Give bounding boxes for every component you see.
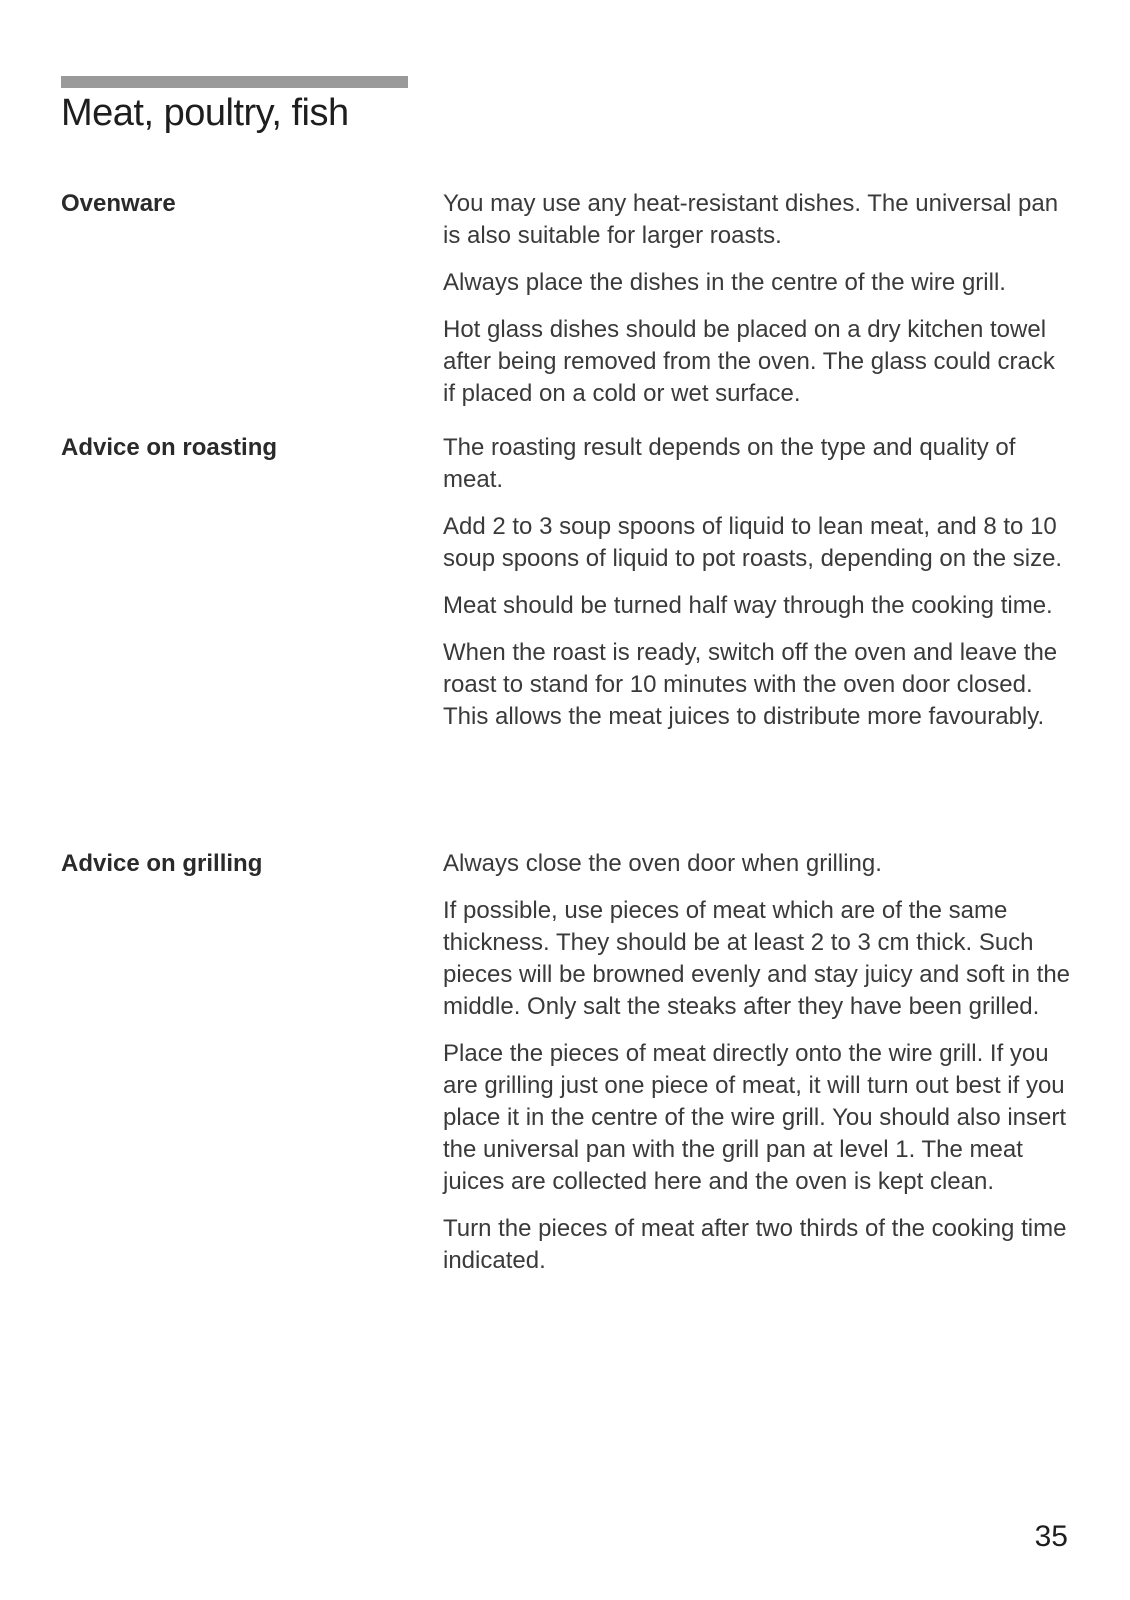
paragraph: If possible, use pieces of meat which are of the same thickness. They should be at least 2 to 3 cm thick. Such pieces will be browned evenly and stay juicy and soft in the middle. Only salt the steaks after they have been grilled. [443, 897, 1071, 1020]
paragraph: Meat should be turned half way through the cooking time. [443, 592, 1053, 619]
paragraph: Hot glass dishes should be placed on a dry kitchen towel after being removed from the oven. The glass could crack if placed on a cold or wet surface. [443, 316, 1055, 407]
paragraph: When the roast is ready, switch off the oven and leave the roast to stand for 10 minutes with the oven door closed. This allows the meat juices to distribute more favourably. [443, 639, 1058, 730]
paragraph: Place the pieces of meat directly onto the wire grill. If you are grilling just one piece of meat, it will turn out best if you place it in the centre of the wire grill. You should also insert the universal pan with the grill pan at level 1. The meat juices are collected here and the oven is kept clean. [443, 1040, 1067, 1195]
section-body-advice-roasting [443, 432, 1071, 748]
page-number: 35 [1034, 1520, 1068, 1553]
section-body-ovenware [443, 188, 1071, 425]
section-label-ovenware: Ovenware [61, 190, 176, 217]
paragraph: Always close the oven door when grilling. [443, 850, 882, 877]
section-body-advice-grilling [443, 848, 1071, 1292]
section-label-advice-roasting: Advice on roasting [61, 434, 278, 461]
paragraph: You may use any heat-resistant dishes. The universal pan is also suitable for larger roasts. [443, 190, 1059, 249]
title-rule [61, 76, 408, 88]
paragraph: Add 2 to 3 soup spoons of liquid to lean meat, and 8 to 10 soup spoons of liquid to pot roasts, depending on the size. [443, 513, 1063, 572]
paragraph: Turn the pieces of meat after two thirds of the cooking time indicated. [443, 1215, 1067, 1274]
paragraph: The roasting result depends on the type and quality of meat. [443, 434, 1016, 493]
section-label-advice-grilling: Advice on grilling [61, 850, 263, 877]
paragraph: Always place the dishes in the centre of the wire grill. [443, 269, 1006, 296]
page-title: Meat, poultry, fish [61, 92, 349, 134]
